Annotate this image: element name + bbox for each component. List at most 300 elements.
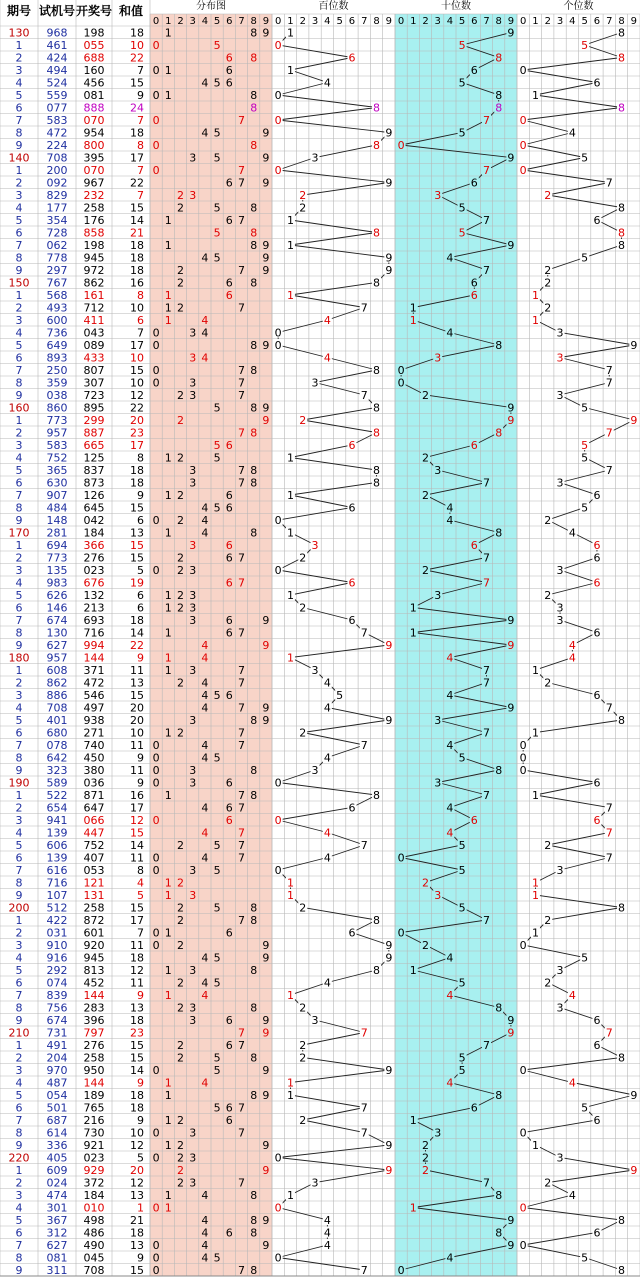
t-digit-32: 8 bbox=[495, 426, 503, 440]
trial-2: 424 bbox=[46, 51, 68, 65]
period-47: 7 bbox=[15, 614, 23, 627]
period-64: 4 bbox=[15, 826, 23, 840]
u-digit-92: 2 bbox=[544, 1176, 552, 1190]
draw-6: 888 bbox=[83, 101, 105, 115]
sum-83: 14 bbox=[130, 1064, 144, 1077]
sum-47: 18 bbox=[130, 614, 144, 627]
sum-87: 9 bbox=[137, 1114, 144, 1127]
u-digit-50: 4 bbox=[568, 651, 576, 665]
dist-4-5: 5 bbox=[213, 76, 221, 90]
header-h-digit-6: 6 bbox=[348, 16, 356, 27]
t-digit-61: 7 bbox=[483, 789, 490, 802]
dist-99-0: 0 bbox=[152, 1264, 160, 1277]
draw-36: 873 bbox=[83, 476, 105, 490]
dist-25-8: 8 bbox=[250, 339, 258, 352]
sum-75: 12 bbox=[130, 964, 144, 977]
header-h-digit-7: 7 bbox=[361, 16, 368, 27]
u-digit-89: 1 bbox=[531, 1139, 539, 1152]
dist-27-0: 0 bbox=[152, 364, 160, 377]
sum-72: 7 bbox=[137, 926, 144, 940]
draw-34: 125 bbox=[83, 451, 105, 465]
period-13: 3 bbox=[15, 189, 23, 202]
trial-76: 074 bbox=[46, 976, 68, 990]
t-digit-62: 4 bbox=[446, 801, 454, 815]
t-digit-9: 0 bbox=[397, 139, 405, 152]
trial-95: 367 bbox=[46, 1214, 68, 1227]
dist-2-6: 6 bbox=[225, 51, 233, 65]
dist-87-2: 2 bbox=[177, 1114, 184, 1127]
sum-1: 10 bbox=[130, 39, 144, 52]
header-u-digit-6: 6 bbox=[593, 16, 601, 27]
dist-37-1: 1 bbox=[164, 489, 172, 502]
period-28: 8 bbox=[15, 376, 23, 390]
dist-93-1: 1 bbox=[164, 1189, 172, 1202]
trial-55: 401 bbox=[46, 714, 68, 727]
period-10: 140 bbox=[8, 151, 30, 165]
t-digit-49: 9 bbox=[507, 639, 515, 652]
h-digit-97: 4 bbox=[323, 1239, 331, 1252]
t-digit-1: 5 bbox=[458, 39, 466, 52]
draw-96: 486 bbox=[83, 1226, 105, 1240]
header-h-digit-5: 5 bbox=[336, 16, 343, 27]
draw-80: 797 bbox=[83, 1026, 105, 1040]
u-digit-13: 2 bbox=[544, 189, 552, 202]
trial-87: 687 bbox=[46, 1114, 68, 1127]
sum-57: 11 bbox=[130, 739, 144, 752]
period-40: 170 bbox=[8, 526, 30, 540]
dist-77-1: 1 bbox=[164, 989, 172, 1002]
t-digit-15: 7 bbox=[483, 214, 490, 227]
u-digit-77: 4 bbox=[568, 989, 576, 1002]
h-digit-3: 1 bbox=[286, 64, 294, 77]
u-digit-81: 6 bbox=[593, 1039, 601, 1052]
period-27: 7 bbox=[15, 364, 23, 377]
draw-37: 126 bbox=[83, 489, 105, 502]
dist-41-6: 6 bbox=[225, 539, 233, 552]
dist-9-0: 0 bbox=[152, 139, 160, 152]
draw-9: 800 bbox=[83, 139, 105, 152]
dist-18-5: 5 bbox=[213, 251, 221, 265]
dist-96-4: 4 bbox=[201, 1226, 209, 1240]
period-54: 4 bbox=[15, 701, 23, 715]
dist-51-7: 7 bbox=[238, 664, 245, 677]
t-digit-58: 5 bbox=[458, 751, 466, 765]
trial-68: 716 bbox=[46, 876, 68, 890]
sum-86: 18 bbox=[130, 1101, 144, 1115]
trial-48: 130 bbox=[46, 626, 68, 640]
sum-27: 15 bbox=[130, 364, 144, 377]
t-digit-81: 7 bbox=[483, 1039, 490, 1052]
dist-80-9: 9 bbox=[262, 1026, 270, 1040]
trial-69: 107 bbox=[46, 889, 68, 902]
h-digit-91: 9 bbox=[385, 1164, 393, 1177]
h-digit-7: 0 bbox=[274, 114, 282, 127]
header-dist-digit-4: 4 bbox=[201, 16, 209, 27]
trial-15: 354 bbox=[46, 214, 68, 227]
t-digit-98: 4 bbox=[446, 1251, 454, 1265]
dist-66-4: 4 bbox=[201, 851, 209, 865]
header-u-digit-5: 5 bbox=[581, 16, 588, 27]
h-digit-49: 9 bbox=[385, 639, 393, 652]
t-digit-19: 7 bbox=[483, 264, 490, 277]
dist-69-1: 1 bbox=[164, 889, 172, 902]
dist-96-8: 8 bbox=[250, 1226, 258, 1240]
u-digit-58: 0 bbox=[519, 751, 527, 765]
h-digit-62: 6 bbox=[348, 801, 356, 815]
period-70: 200 bbox=[8, 901, 30, 915]
dist-51-3: 3 bbox=[189, 664, 197, 677]
sum-9: 8 bbox=[137, 139, 144, 152]
dist-14-2: 2 bbox=[177, 201, 184, 215]
dist-32-8: 8 bbox=[250, 426, 258, 440]
draw-25: 089 bbox=[83, 339, 105, 352]
dist-49-4: 4 bbox=[201, 639, 209, 652]
sum-67: 8 bbox=[137, 864, 144, 877]
trial-86: 501 bbox=[46, 1101, 68, 1115]
h-digit-33: 6 bbox=[348, 439, 356, 452]
dist-47-9: 9 bbox=[262, 614, 270, 627]
period-31: 1 bbox=[15, 414, 23, 427]
draw-56: 271 bbox=[83, 726, 105, 740]
u-digit-95: 8 bbox=[618, 1214, 626, 1227]
h-digit-92: 3 bbox=[311, 1176, 319, 1190]
dist-62-6: 6 bbox=[225, 801, 233, 815]
dist-93-4: 4 bbox=[201, 1189, 209, 1202]
period-18: 8 bbox=[15, 251, 23, 265]
dist-16-5: 5 bbox=[213, 226, 221, 240]
dist-95-8: 8 bbox=[250, 1214, 258, 1227]
u-digit-39: 2 bbox=[544, 514, 552, 527]
dist-35-3: 3 bbox=[189, 464, 197, 477]
h-digit-41: 3 bbox=[311, 539, 319, 552]
dist-64-7: 7 bbox=[238, 826, 245, 840]
h-digit-55: 9 bbox=[385, 714, 393, 727]
t-digit-74: 4 bbox=[446, 951, 454, 965]
dist-63-6: 6 bbox=[225, 814, 233, 827]
dist-17-1: 1 bbox=[164, 239, 172, 252]
sum-82: 15 bbox=[130, 1051, 144, 1065]
draw-18: 945 bbox=[83, 251, 105, 265]
sum-46: 6 bbox=[137, 601, 144, 615]
dist-17-8: 8 bbox=[250, 239, 258, 252]
dist-7-0: 0 bbox=[152, 114, 160, 127]
t-digit-46: 1 bbox=[409, 601, 417, 615]
u-digit-99: 8 bbox=[618, 1264, 626, 1277]
dist-50-1: 1 bbox=[164, 651, 172, 665]
sum-91: 20 bbox=[130, 1164, 144, 1177]
dist-22-1: 1 bbox=[164, 301, 172, 315]
sum-33: 17 bbox=[130, 439, 144, 452]
sum-6: 24 bbox=[130, 101, 144, 115]
sum-55: 20 bbox=[130, 714, 144, 727]
sum-17: 18 bbox=[130, 239, 144, 252]
u-digit-8: 4 bbox=[568, 126, 576, 140]
draw-19: 972 bbox=[83, 264, 105, 277]
sum-18: 18 bbox=[130, 251, 144, 265]
period-34: 4 bbox=[15, 451, 23, 465]
h-digit-72: 6 bbox=[348, 926, 356, 940]
sum-93: 13 bbox=[130, 1189, 144, 1202]
dist-21-6: 6 bbox=[225, 289, 233, 302]
dist-30-9: 9 bbox=[262, 401, 270, 415]
dist-71-7: 7 bbox=[238, 914, 245, 927]
trial-0: 968 bbox=[46, 26, 68, 40]
u-digit-26: 3 bbox=[556, 351, 564, 365]
sum-40: 13 bbox=[130, 526, 144, 540]
trial-49: 627 bbox=[46, 639, 68, 652]
dist-37-6: 6 bbox=[225, 489, 233, 502]
trial-74: 916 bbox=[46, 951, 68, 965]
header-dist-digit-6: 6 bbox=[226, 16, 233, 27]
h-digit-95: 4 bbox=[323, 1214, 331, 1227]
draw-45: 132 bbox=[83, 589, 105, 602]
draw-88: 730 bbox=[83, 1126, 105, 1140]
t-digit-52: 7 bbox=[483, 676, 490, 690]
u-digit-59: 0 bbox=[519, 764, 527, 777]
dist-99-7: 7 bbox=[238, 1264, 245, 1277]
dist-47-3: 3 bbox=[189, 614, 197, 627]
t-digit-24: 4 bbox=[446, 326, 454, 340]
dist-81-6: 6 bbox=[225, 1039, 233, 1052]
header-u-digit-9: 9 bbox=[630, 16, 638, 27]
dist-64-4: 4 bbox=[201, 826, 209, 840]
dist-27-7: 7 bbox=[238, 364, 245, 377]
dist-89-2: 2 bbox=[177, 1139, 184, 1152]
dist-46-1: 1 bbox=[164, 601, 172, 615]
draw-71: 872 bbox=[83, 914, 105, 927]
dist-27-8: 8 bbox=[250, 364, 258, 377]
period-26: 6 bbox=[15, 351, 23, 365]
dist-45-3: 3 bbox=[189, 589, 197, 602]
sum-48: 14 bbox=[130, 626, 144, 640]
period-2: 2 bbox=[15, 51, 23, 65]
u-digit-32: 7 bbox=[605, 426, 613, 440]
trial-71: 422 bbox=[46, 914, 68, 927]
u-digit-79: 6 bbox=[593, 1014, 601, 1027]
period-66: 6 bbox=[15, 851, 23, 865]
u-digit-57: 0 bbox=[519, 739, 527, 752]
u-digit-27: 7 bbox=[605, 364, 613, 377]
period-97: 7 bbox=[15, 1239, 23, 1252]
u-digit-40: 4 bbox=[568, 526, 576, 540]
u-digit-15: 6 bbox=[593, 214, 601, 227]
h-digit-82: 2 bbox=[299, 1051, 307, 1065]
period-30: 160 bbox=[8, 401, 30, 415]
trial-40: 281 bbox=[46, 526, 68, 540]
u-digit-78: 3 bbox=[556, 1001, 564, 1015]
trial-77: 839 bbox=[46, 989, 68, 1002]
sum-78: 13 bbox=[130, 1001, 144, 1015]
draw-67: 053 bbox=[83, 864, 105, 877]
trial-8: 472 bbox=[46, 126, 68, 140]
trial-18: 778 bbox=[46, 251, 68, 265]
trial-23: 600 bbox=[46, 314, 68, 327]
dist-70-2: 2 bbox=[177, 901, 184, 915]
u-digit-53: 6 bbox=[593, 689, 601, 702]
trial-24: 736 bbox=[46, 326, 68, 340]
period-32: 2 bbox=[15, 426, 23, 440]
u-digit-23: 1 bbox=[531, 314, 539, 327]
draw-69: 131 bbox=[83, 889, 105, 902]
dist-34-2: 2 bbox=[177, 451, 184, 465]
period-68: 8 bbox=[15, 876, 23, 890]
dist-51-1: 1 bbox=[164, 664, 172, 677]
dist-61-1: 1 bbox=[164, 789, 172, 802]
dist-72-1: 1 bbox=[164, 926, 172, 940]
u-digit-97: 0 bbox=[519, 1239, 527, 1252]
dist-75-1: 1 bbox=[164, 964, 172, 977]
t-digit-91: 2 bbox=[422, 1164, 429, 1177]
trial-79: 674 bbox=[46, 1014, 68, 1027]
sum-62: 17 bbox=[130, 801, 144, 815]
period-96: 6 bbox=[15, 1226, 23, 1240]
draw-42: 276 bbox=[83, 551, 105, 565]
trial-11: 200 bbox=[46, 164, 68, 177]
dist-29-7: 7 bbox=[238, 389, 245, 402]
draw-47: 693 bbox=[83, 614, 105, 627]
u-digit-3: 0 bbox=[519, 64, 527, 77]
dist-42-6: 6 bbox=[225, 551, 233, 565]
t-digit-17: 9 bbox=[507, 239, 515, 252]
dist-85-1: 1 bbox=[164, 1089, 172, 1102]
dist-19-9: 9 bbox=[262, 264, 270, 277]
dist-1-0: 0 bbox=[152, 39, 160, 52]
dist-10-5: 5 bbox=[213, 151, 221, 165]
trial-91: 609 bbox=[46, 1164, 68, 1177]
t-digit-23: 1 bbox=[409, 314, 417, 327]
t-digit-85: 8 bbox=[495, 1089, 503, 1102]
trial-50: 957 bbox=[46, 651, 68, 665]
dist-89-1: 1 bbox=[164, 1139, 172, 1152]
dist-82-5: 5 bbox=[213, 1051, 221, 1065]
draw-14: 258 bbox=[83, 201, 105, 215]
dist-15-6: 6 bbox=[225, 214, 233, 227]
u-digit-69: 1 bbox=[531, 889, 539, 902]
dist-19-7: 7 bbox=[238, 264, 245, 277]
dist-8-9: 9 bbox=[262, 126, 270, 140]
h-digit-37: 1 bbox=[286, 489, 294, 502]
dist-77-4: 4 bbox=[201, 989, 209, 1002]
period-76: 6 bbox=[15, 976, 23, 990]
h-digit-52: 4 bbox=[323, 676, 331, 690]
t-digit-45: 3 bbox=[434, 589, 442, 602]
draw-78: 283 bbox=[83, 1001, 105, 1015]
dist-48-7: 7 bbox=[238, 626, 245, 640]
dist-66-0: 0 bbox=[152, 851, 160, 865]
dist-61-8: 8 bbox=[250, 789, 258, 802]
sum-70: 15 bbox=[130, 901, 144, 915]
sum-8: 18 bbox=[130, 126, 144, 140]
dist-83-5: 5 bbox=[213, 1064, 221, 1077]
draw-72: 601 bbox=[83, 926, 105, 940]
dist-5-8: 8 bbox=[250, 89, 258, 102]
t-digit-31: 9 bbox=[507, 414, 515, 427]
h-digit-64: 4 bbox=[323, 826, 331, 840]
u-digit-17: 8 bbox=[618, 239, 626, 252]
dist-55-9: 9 bbox=[262, 714, 270, 727]
period-15: 5 bbox=[15, 214, 23, 227]
draw-29: 723 bbox=[83, 389, 105, 402]
sum-2: 22 bbox=[130, 51, 144, 65]
sum-84: 9 bbox=[137, 1076, 144, 1090]
dist-16-8: 8 bbox=[250, 226, 258, 240]
draw-75: 813 bbox=[83, 964, 105, 977]
t-digit-6: 8 bbox=[495, 101, 503, 115]
header-t-digit-6: 6 bbox=[471, 16, 478, 27]
t-digit-57: 4 bbox=[446, 739, 454, 752]
period-53: 3 bbox=[15, 689, 23, 702]
trial-19: 297 bbox=[46, 264, 68, 277]
dist-57-0: 0 bbox=[152, 739, 160, 752]
header-dist-digit-8: 8 bbox=[250, 16, 257, 27]
t-digit-3: 6 bbox=[470, 64, 478, 77]
t-digit-5: 8 bbox=[495, 89, 503, 102]
dist-11-7: 7 bbox=[238, 164, 245, 177]
dist-63-0: 0 bbox=[152, 814, 160, 827]
dist-39-4: 4 bbox=[201, 514, 209, 527]
draw-62: 647 bbox=[83, 801, 105, 815]
u-digit-51: 1 bbox=[531, 664, 539, 677]
period-1: 1 bbox=[15, 39, 23, 52]
sum-73: 11 bbox=[130, 939, 144, 952]
t-digit-54: 9 bbox=[507, 701, 515, 715]
draw-48: 716 bbox=[83, 626, 105, 640]
dist-74-9: 9 bbox=[262, 951, 270, 965]
t-digit-69: 3 bbox=[434, 889, 442, 902]
u-digit-66: 7 bbox=[605, 851, 613, 865]
sum-96: 18 bbox=[130, 1226, 144, 1240]
draw-20: 862 bbox=[83, 276, 105, 290]
trial-16: 728 bbox=[46, 226, 68, 240]
h-digit-45: 1 bbox=[286, 589, 294, 602]
trial-82: 204 bbox=[46, 1051, 68, 1065]
t-digit-59: 8 bbox=[495, 764, 503, 777]
dist-20-6: 6 bbox=[225, 276, 233, 290]
sum-50: 9 bbox=[137, 651, 144, 665]
period-25: 5 bbox=[15, 339, 23, 352]
dist-82-8: 8 bbox=[250, 1051, 258, 1065]
header-dist-digit-7: 7 bbox=[238, 16, 245, 27]
draw-85: 189 bbox=[83, 1089, 105, 1102]
period-43: 3 bbox=[15, 564, 23, 577]
dist-70-5: 5 bbox=[213, 901, 221, 915]
dist-35-7: 7 bbox=[238, 464, 245, 477]
trial-52: 862 bbox=[46, 676, 68, 690]
h-digit-36: 8 bbox=[373, 476, 381, 490]
h-digit-84: 1 bbox=[286, 1076, 294, 1090]
h-digit-17: 1 bbox=[286, 239, 294, 252]
period-23: 3 bbox=[15, 314, 23, 327]
dist-8-5: 5 bbox=[213, 126, 221, 140]
header-dist-digit-0: 0 bbox=[152, 16, 160, 27]
dist-56-7: 7 bbox=[238, 726, 245, 740]
h-digit-38: 6 bbox=[348, 501, 356, 515]
header-t-digit-7: 7 bbox=[483, 16, 490, 27]
dist-38-5: 5 bbox=[213, 501, 221, 515]
u-digit-80: 7 bbox=[605, 1026, 613, 1040]
trial-61: 522 bbox=[46, 789, 68, 802]
dist-52-7: 7 bbox=[238, 676, 245, 690]
dist-89-9: 9 bbox=[262, 1139, 270, 1152]
t-digit-94: 1 bbox=[409, 1201, 417, 1215]
draw-74: 945 bbox=[83, 951, 105, 965]
sum-37: 9 bbox=[137, 489, 144, 502]
sum-68: 4 bbox=[137, 876, 144, 890]
u-digit-36: 3 bbox=[556, 476, 564, 490]
t-digit-26: 3 bbox=[434, 351, 442, 365]
period-92: 2 bbox=[15, 1176, 23, 1190]
u-digit-60: 6 bbox=[593, 776, 601, 790]
